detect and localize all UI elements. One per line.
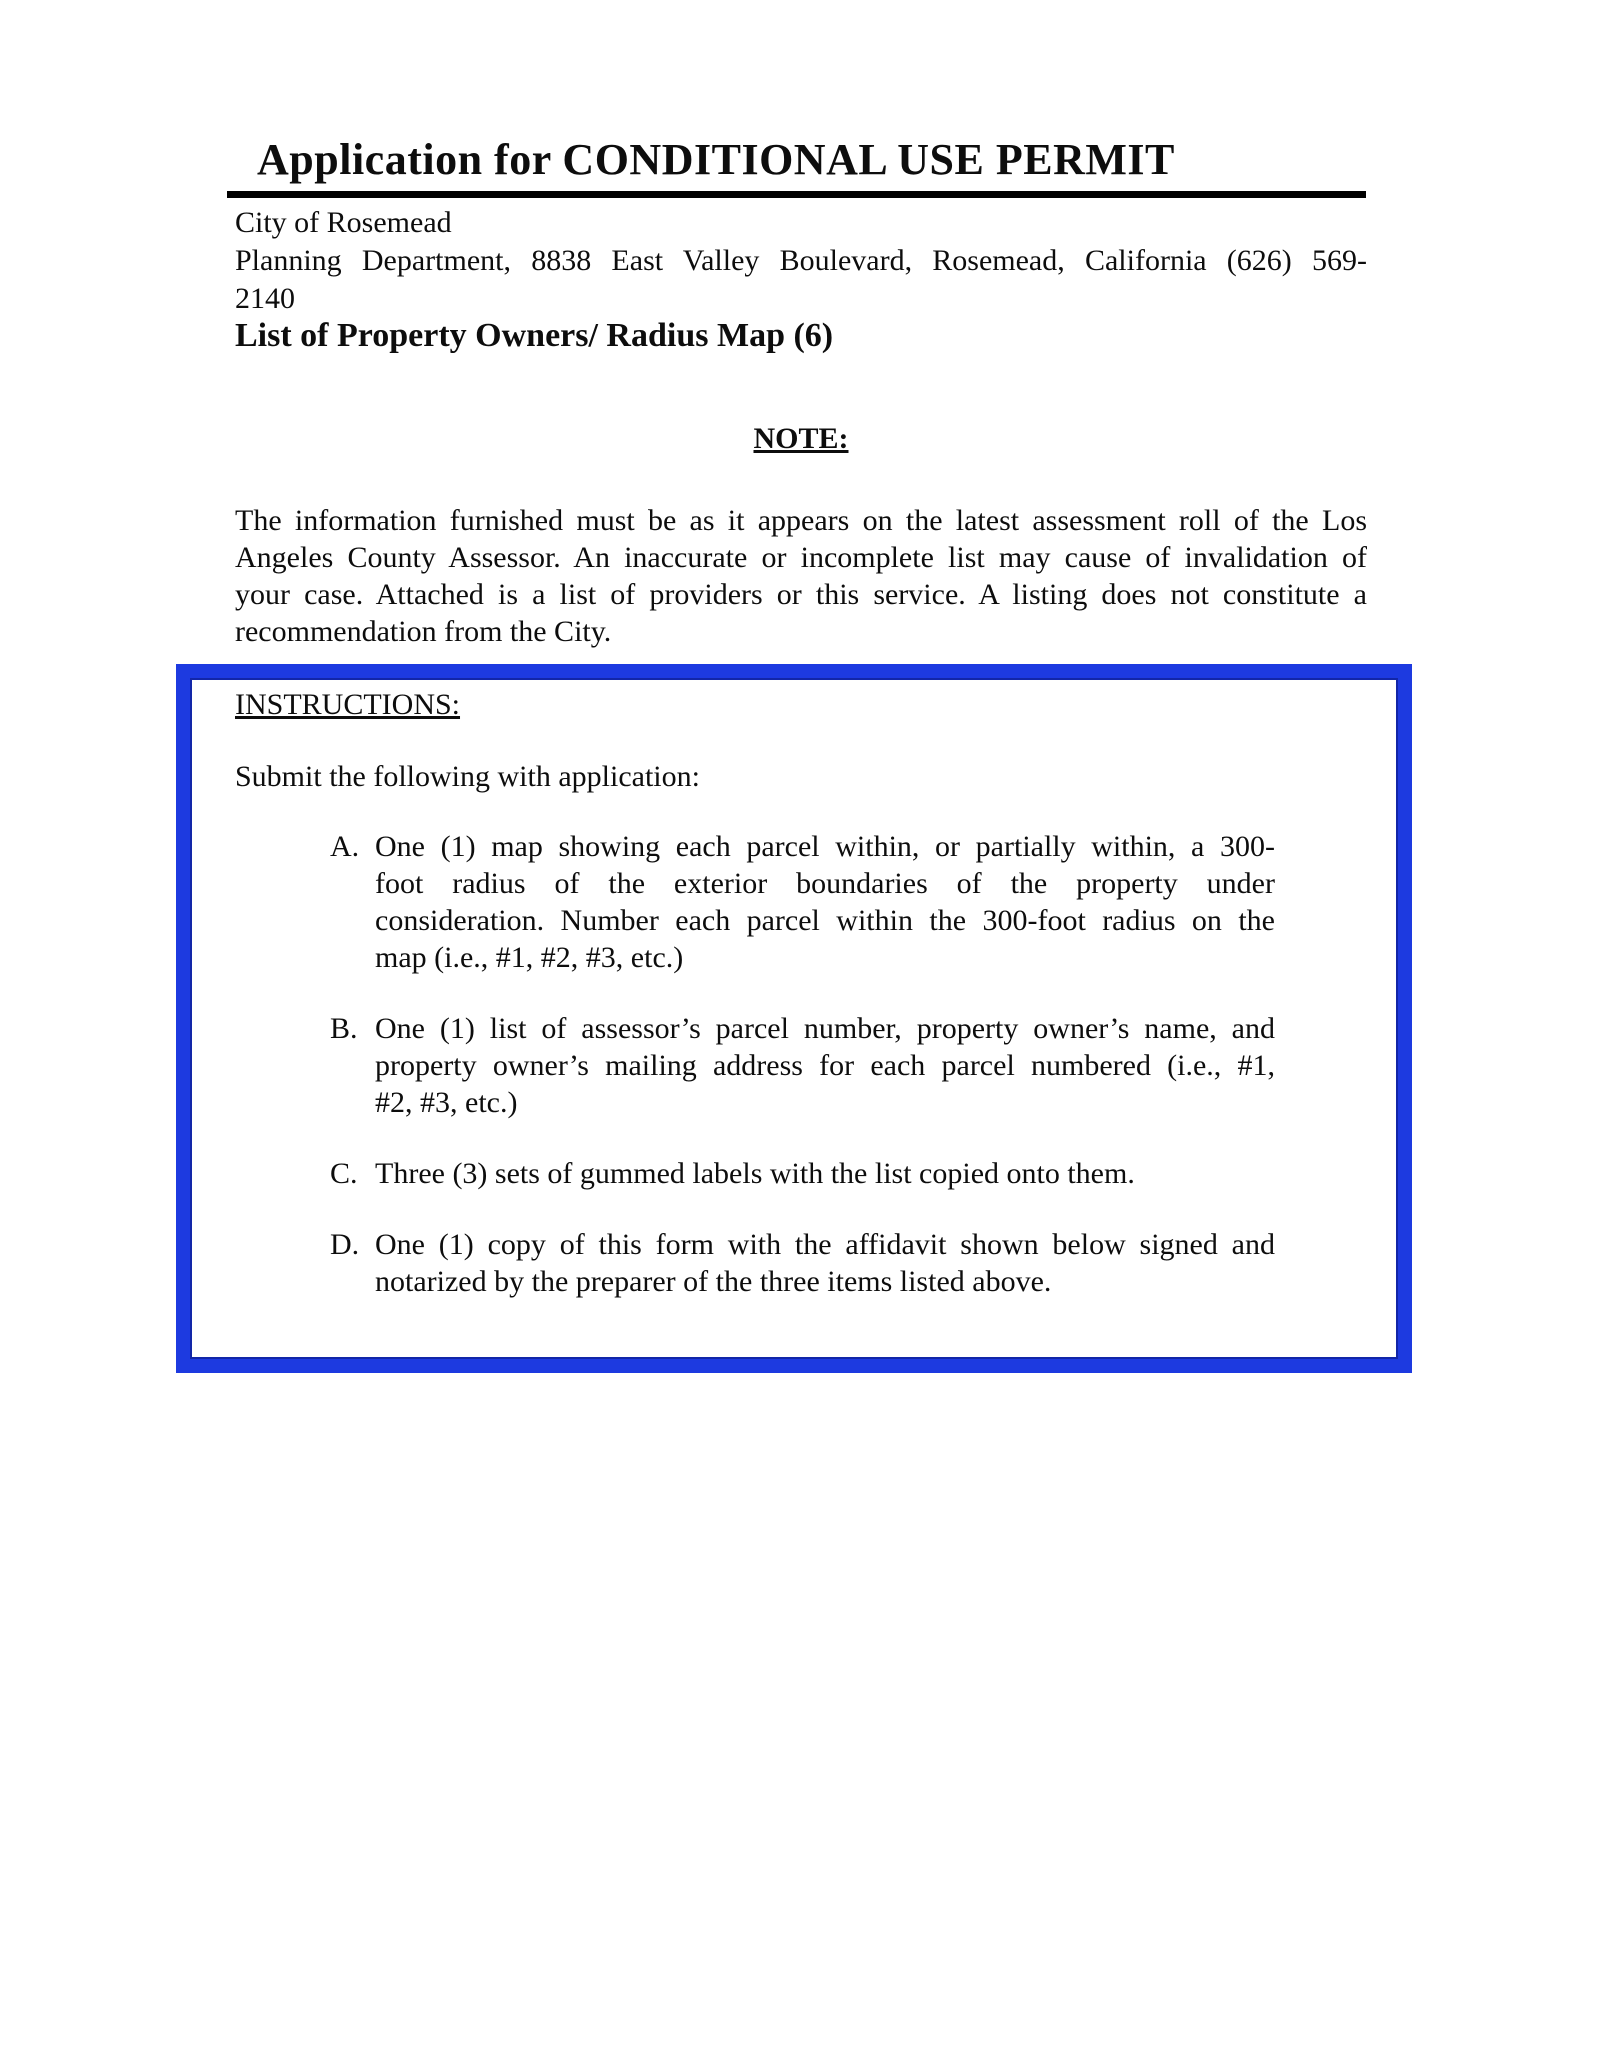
instruction-item-b [330, 1010, 1398, 1121]
note-paragraph-line: Angeles County Assessor. An inaccurate or incomplete list may cause of invalidation of [235, 541, 1367, 574]
item-label: D. [330, 1228, 360, 1261]
item-label: B. [330, 1012, 358, 1045]
item-line: property owner’s mailing address for each parcel numbered (i.e., #1, [375, 1049, 1275, 1082]
item-line: One (1) copy of this form with the affidavit shown below signed and [375, 1228, 1275, 1261]
item-line: notarized by the preparer of the three items listed above. [375, 1265, 1052, 1298]
item-line: foot radius of the exterior boundaries of the property under [375, 867, 1275, 900]
instruction-item-c [330, 1155, 1398, 1192]
document-content [235, 0, 1367, 1373]
item-line: map (i.e., #1, #2, #3, etc.) [375, 941, 684, 974]
instructions-heading: INSTRUCTIONS: [235, 688, 461, 721]
note-paragraph-line: recommendation from the City. [235, 615, 612, 648]
instructions-list [235, 828, 1398, 1300]
instruction-item-a [330, 828, 1398, 976]
item-line: Three (3) sets of gummed labels with the list copied onto them. [375, 1157, 1135, 1190]
agency-phone-line: 2140 [235, 282, 295, 315]
item-label: C. [330, 1157, 358, 1190]
document-subtitle: List of Property Owners/ Radius Map (6) [235, 317, 834, 354]
item-line: One (1) map showing each parcel within, or partially within, a 300- [375, 830, 1275, 863]
item-text [375, 1226, 1275, 1300]
instruction-item-d [330, 1226, 1398, 1300]
instructions-box [176, 664, 1412, 1373]
note-heading [235, 420, 1367, 457]
note-heading-label: NOTE: [753, 422, 849, 455]
page-title: Application for CONDITIONAL USE PERMIT [257, 135, 1175, 184]
note-paragraph [235, 502, 1367, 650]
item-line: One (1) list of assessor’s parcel number, property owner’s name, and [375, 1012, 1275, 1045]
item-text [375, 1155, 1275, 1192]
item-text [375, 828, 1275, 976]
agency-address-line: Planning Department, 8838 East Valley Boulevard, Rosemead, California (626) 569- [235, 244, 1367, 277]
item-line: consideration. Number each parcel within the 300-foot radius on the [375, 904, 1275, 937]
instructions-intro: Submit the following with application: [235, 760, 700, 793]
title-rule [227, 136, 1366, 198]
note-paragraph-line: your case. Attached is a list of providers or this service. A listing does not constitute a [235, 578, 1367, 611]
item-line: #2, #3, etc.) [375, 1086, 518, 1119]
note-paragraph-line: The information furnished must be as it appears on the latest assessment roll of the Los [235, 504, 1367, 537]
agency-header [235, 204, 1367, 318]
agency-city-line: City of Rosemead [235, 206, 452, 239]
item-text [375, 1010, 1275, 1121]
item-label: A. [330, 830, 360, 863]
